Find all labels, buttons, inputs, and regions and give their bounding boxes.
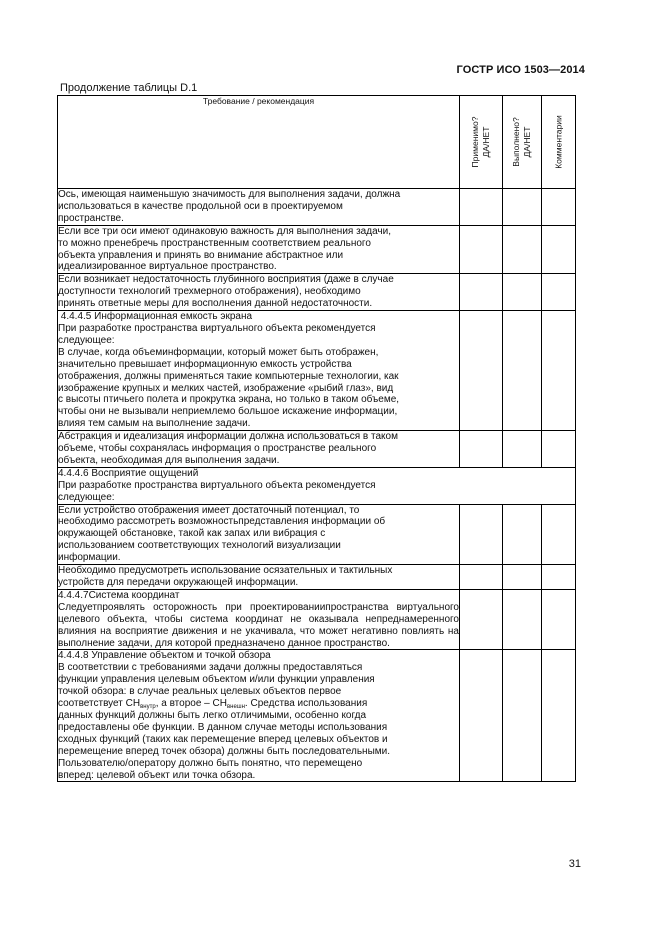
requirement-line: Пользователю/оператору должно быть понятно, что перемещено <box>58 757 363 769</box>
requirement-line: Если устройство отображения имеет достаточный потенциал, то <box>58 504 360 516</box>
requirement-line: Если возникает недостаточность глубинного восприятия (даже в случае <box>58 274 394 286</box>
requirement-line: использованием соответствующих технологий визуализации <box>58 540 341 552</box>
applicable-label: Применимо? <box>470 116 480 168</box>
subscript-external: внешн <box>226 704 245 711</box>
done-cell[interactable] <box>503 565 542 590</box>
section-cell <box>58 467 576 504</box>
requirement-line: При разработке пространства виртуального объекта рекомендуется <box>58 479 376 491</box>
requirement-line: влияя тем самым на выполнение задачи. <box>58 418 251 430</box>
formula-prefix: соответствует СН <box>58 698 141 710</box>
requirement-line: объеме, чтобы сохранялась информация о пространстве реального <box>58 443 377 455</box>
column-header-done <box>503 96 542 189</box>
requirement-line: сходных функций (таких как перемещение вперед целевых объектов и <box>58 733 388 745</box>
table-row <box>58 589 576 650</box>
requirement-cell <box>58 565 460 590</box>
requirement-line: то можно пренебречь пространственным соответствием реального <box>58 237 371 249</box>
applicable-cell[interactable] <box>460 189 503 226</box>
table-row <box>58 565 576 590</box>
done-cell[interactable] <box>503 274 542 311</box>
applicable-cell[interactable] <box>460 225 503 274</box>
requirement-line: чтобы они не вызывали неприемлемо большое искажение информации, <box>58 406 398 418</box>
applicable-cell[interactable] <box>460 311 503 431</box>
comments-cell[interactable] <box>542 431 576 468</box>
applicable-cell[interactable] <box>460 274 503 311</box>
requirement-line: значительно превышает информационную емкость устройства <box>58 358 352 370</box>
comments-cell[interactable] <box>542 311 576 431</box>
requirement-cell <box>58 504 460 565</box>
column-header-requirement: Требование / рекомендация <box>58 96 460 189</box>
applicable-options: ДА/НЕТ <box>481 126 491 158</box>
page-number: 31 <box>568 858 581 870</box>
table-row <box>58 504 576 565</box>
requirement-line: следующее: <box>58 491 115 503</box>
requirement-line: необходимо рассмотреть возможностьпредставления информации об <box>58 516 386 528</box>
applicable-cell[interactable] <box>460 650 503 782</box>
requirements-table <box>57 95 576 782</box>
requirement-line: устройств для передачи окружающей информации. <box>58 577 299 588</box>
requirement-cell <box>58 431 460 468</box>
requirement-paragraph: Следуетпроявлять осторожность при проектированиипространства виртуального целевого объекта, чтобы система координат не оказывала непреднамеренного влияния на восприятие движения и не укачивала, что может негативно повлиять на выполнение задачи, для которой предназначено данное пространство. <box>58 601 459 649</box>
formula-line <box>58 698 459 710</box>
comments-cell[interactable] <box>542 225 576 274</box>
done-cell[interactable] <box>503 504 542 565</box>
applicable-cell[interactable] <box>460 431 503 468</box>
table-row <box>58 311 576 431</box>
done-cell[interactable] <box>503 189 542 226</box>
comments-cell[interactable] <box>542 274 576 311</box>
table-row <box>58 225 576 274</box>
requirement-cell <box>58 589 460 650</box>
requirement-line: объекта, необходимая для выполнения задачи. <box>58 454 280 466</box>
requirement-line: точкой обзора: в случае реальных целевых объектов первое <box>58 686 342 698</box>
requirement-line: с высоты птичьего полета и прокрутка экрана, но только в таком объеме, <box>58 394 400 406</box>
requirement-line: окружающей обстановке, такой как запах или вибрация с <box>58 528 326 540</box>
applicable-cell[interactable] <box>460 504 503 565</box>
done-cell[interactable] <box>503 311 542 431</box>
applicable-cell[interactable] <box>460 565 503 590</box>
table-row <box>58 650 576 782</box>
requirement-line: доступности технологий трехмерного отображения), необходимо <box>58 286 361 298</box>
table-row <box>58 274 576 311</box>
table-caption: Продолжение таблицы D.1 <box>60 82 198 94</box>
table-header-row <box>58 96 576 189</box>
requirement-line: Ось, имеющая наименьшую значимость для выполнения задачи, должна <box>58 189 401 200</box>
comments-label: Комментарии <box>553 115 563 169</box>
requirement-line: При разработке пространства виртуального объекта рекомендуется <box>58 322 376 334</box>
requirement-line: объекта управления и принять во внимание абстрактное или <box>58 249 344 261</box>
comments-cell[interactable] <box>542 504 576 565</box>
requirement-cell <box>58 225 460 274</box>
requirement-line: вперед: целевой объект или точка обзора. <box>58 769 256 781</box>
requirement-line: Необходимо предусмотреть использование осязательных и тактильных <box>58 565 393 577</box>
requirement-line: перемещение вперед точек обзора) должны быть последовательными. <box>58 745 390 757</box>
requirement-line: предоставлены обе функции. В данном случае методы использования <box>58 721 388 733</box>
column-header-applicable <box>460 96 503 189</box>
requirement-line: изображение крупных и мелких частей, изображение «рыбий глаз», вид <box>58 382 394 394</box>
comments-cell[interactable] <box>542 650 576 782</box>
requirement-line: В случае, когда объеминформации, который может быть отображен, <box>58 346 379 358</box>
requirement-line: Если все три оси имеют одинаковую важность для выполнения задачи, <box>58 225 391 237</box>
column-header-comments <box>542 96 576 189</box>
subscript-internal: внутр <box>140 704 156 711</box>
section-heading: 4.4.4.8 Управление объектом и точкой обзора <box>58 650 271 662</box>
table-row <box>58 189 576 226</box>
requirement-cell <box>58 311 460 431</box>
done-cell[interactable] <box>503 589 542 650</box>
requirement-line: В соответствии с требованиями задачи должны предоставляться <box>58 662 363 674</box>
applicable-cell[interactable] <box>460 589 503 650</box>
table-row <box>58 431 576 468</box>
requirement-line: следующее: <box>58 334 115 346</box>
done-cell[interactable] <box>503 650 542 782</box>
requirement-line: отображения, должны применяться такие компьютерные технологии, как <box>58 370 399 382</box>
done-options: ДА/НЕТ <box>522 126 532 158</box>
requirement-line: Абстракция и идеализация информации должна использоваться в таком <box>58 431 398 443</box>
standard-code: ГОСТР ИСО 1503—2014 <box>456 64 585 76</box>
section-heading: 4.4.4.6 Восприятие ощущений <box>58 467 199 479</box>
comments-cell[interactable] <box>542 189 576 226</box>
requirement-line: функции управления целевым объектом и/или функции управления <box>58 674 375 686</box>
requirement-line: данных функций должны быть легко отличимыми, особенно когда <box>58 709 367 721</box>
done-cell[interactable] <box>503 225 542 274</box>
requirement-line: использоваться в качестве продольной оси в проектируемом <box>58 200 343 212</box>
section-heading: 4.4.4.7Система координат <box>58 589 180 601</box>
requirement-line: принять ответные меры для восполнения данной недостаточности. <box>58 298 373 310</box>
section-heading: 4.4.4.5 Информационная емкость экрана <box>58 311 253 323</box>
requirement-line: идеализированное виртуальное пространство. <box>58 261 277 273</box>
requirement-cell <box>58 189 460 226</box>
comments-cell[interactable] <box>542 589 576 650</box>
requirement-cell <box>58 650 460 782</box>
formula-suffix: . Средства использования <box>244 698 368 710</box>
comments-cell[interactable] <box>542 565 576 590</box>
requirement-line: информации. <box>58 552 121 564</box>
table-row <box>58 467 576 504</box>
formula-middle: , а второе – СН <box>155 698 227 710</box>
requirement-line: пространстве. <box>58 212 124 224</box>
requirement-cell <box>58 274 460 311</box>
done-label: Выполнено? <box>511 117 521 167</box>
done-cell[interactable] <box>503 431 542 468</box>
